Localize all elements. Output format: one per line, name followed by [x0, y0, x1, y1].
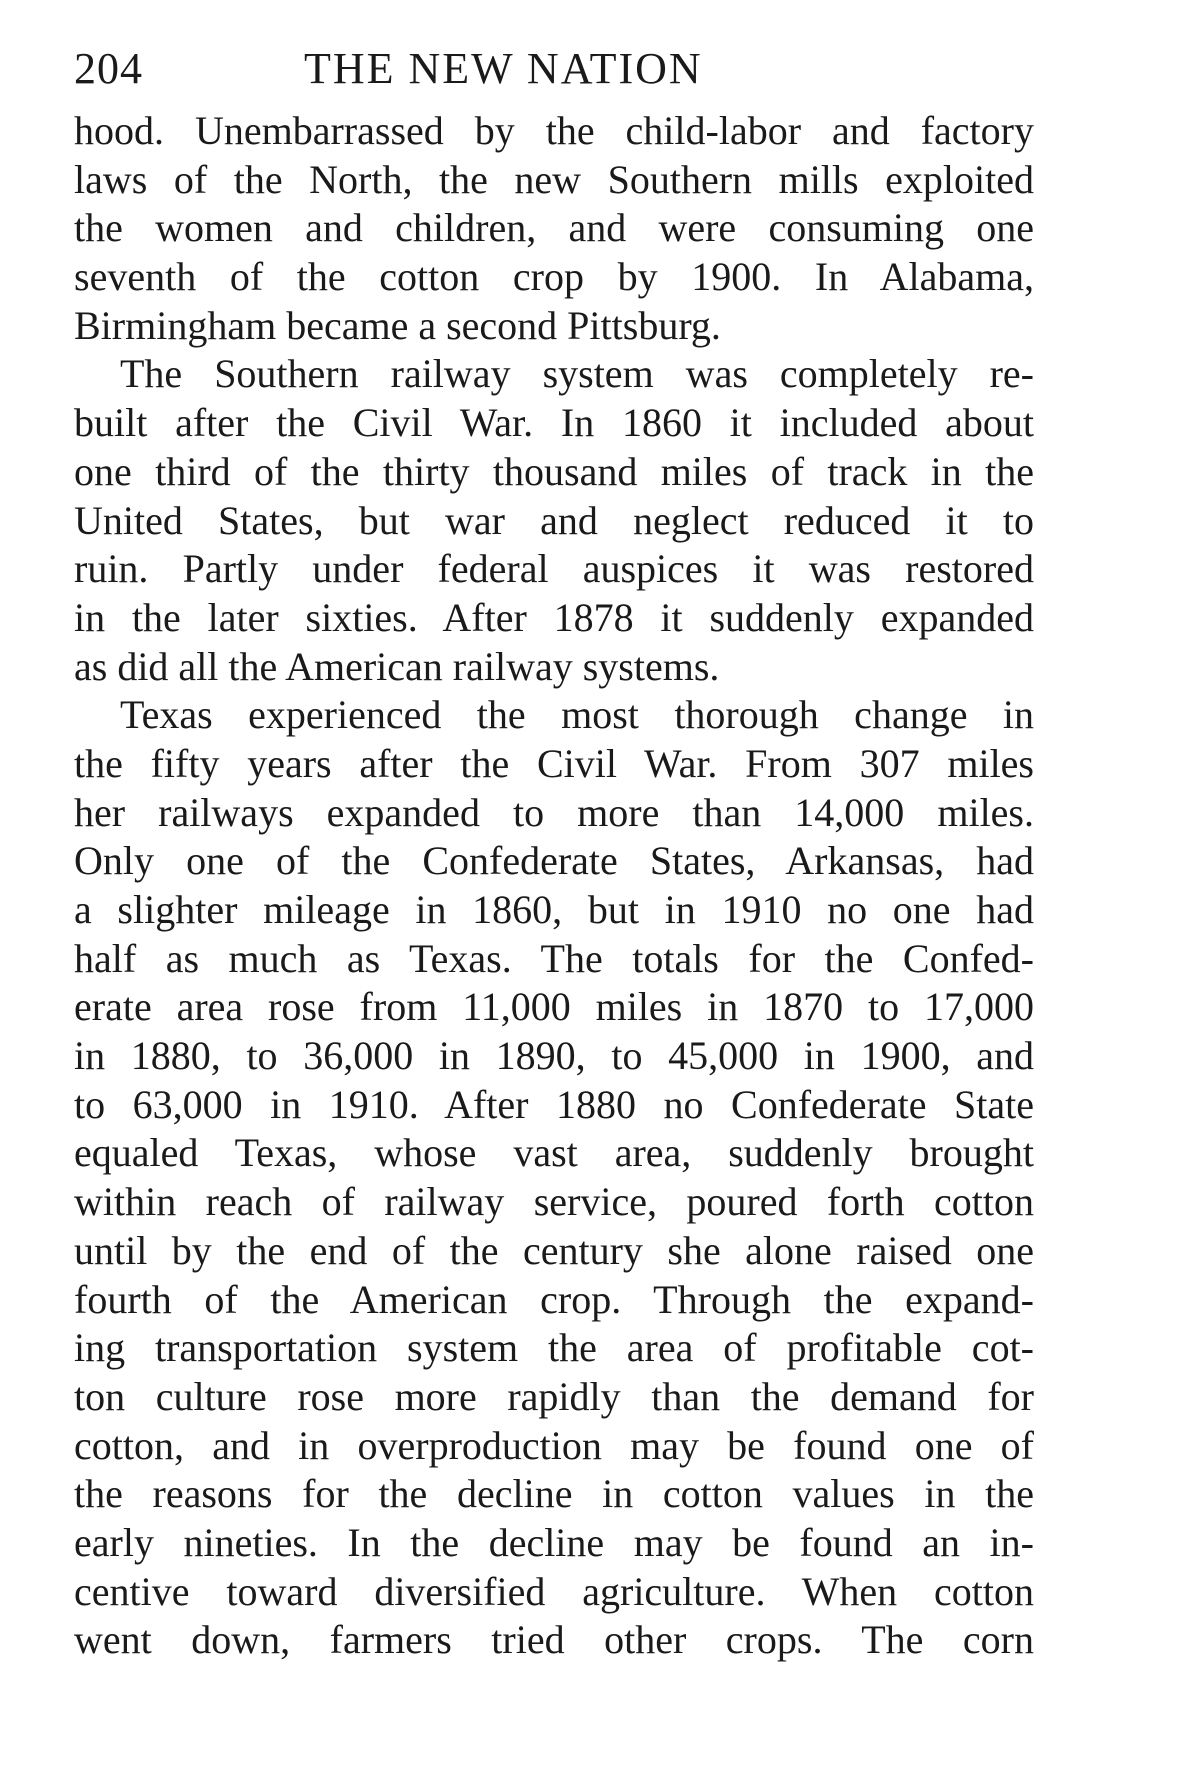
text-line: the fifty years after the Civil War. From 307 miles — [74, 740, 1034, 786]
text-line: in 1880, to 36,000 in 1890, to 45,000 in 1900, and — [74, 1033, 1034, 1079]
text-line: cotton, and in overproduction may be found one of — [74, 1422, 1034, 1468]
text-line: Birmingham became a second Pittsburg. — [74, 302, 721, 348]
text-line: Only one of the Confederate States, Arkansas, had — [74, 838, 1034, 884]
text-line: seventh of the cotton crop by 1900. In Alabama, — [74, 254, 1034, 300]
page-header — [74, 34, 1034, 104]
text-line: until by the end of the century she alone raised one — [74, 1227, 1034, 1273]
text-line: in the later sixties. After 1878 it suddenly expanded — [74, 594, 1034, 640]
text-line: half as much as Texas. The totals for the Confed- — [74, 935, 1034, 981]
text-line: a slighter mileage in 1860, but in 1910 no one had — [74, 887, 1034, 932]
text-line: ton culture rose more rapidly than the demand for — [74, 1373, 1034, 1419]
running-title: THE NEW NATION — [304, 44, 703, 93]
text-line: the women and children, and were consuming one — [74, 205, 1034, 251]
text-line: early nineties. In the decline may be found an in- — [74, 1519, 1034, 1565]
text-line: to 63,000 in 1910. After 1880 no Confederate State — [74, 1081, 1034, 1127]
text-line: the reasons for the decline in cotton values in the — [74, 1471, 1034, 1517]
text-line: went down, farmers tried other crops. The corn — [74, 1617, 1034, 1663]
text-line: fourth of the American crop. Through the expand- — [74, 1276, 1034, 1322]
text-line: centive toward diversified agriculture. When cotton — [74, 1568, 1034, 1614]
text-line: her railways expanded to more than 14,000 miles. — [74, 789, 1034, 835]
text-line: laws of the North, the new Southern mills exploited — [74, 156, 1034, 202]
paragraph-start-line: The Southern railway system was completely re- — [120, 351, 1034, 397]
text-line: United States, but war and neglect reduced it to — [74, 497, 1034, 543]
text-line: hood. Unembarrassed by the child-labor and factory — [74, 108, 1034, 153]
text-line: ing transportation system the area of profitable cot- — [74, 1325, 1034, 1371]
paragraph-start-line: Texas experienced the most thorough change in — [120, 692, 1034, 738]
text-line: as did all the American railway systems. — [74, 643, 720, 689]
text-line: equaled Texas, whose vast area, suddenly brought — [74, 1130, 1034, 1176]
text-line: ruin. Partly under federal auspices it was restored — [74, 546, 1034, 592]
text-line: erate area rose from 11,000 miles in 1870 to 17,000 — [74, 984, 1034, 1030]
page-number: 204 — [74, 44, 143, 93]
text-line: within reach of railway service, poured forth cotton — [74, 1179, 1034, 1225]
body-text — [74, 107, 1034, 1665]
text-line: one third of the thirty thousand miles of track in the — [74, 448, 1034, 494]
text-line: built after the Civil War. In 1860 it included about — [74, 400, 1034, 446]
